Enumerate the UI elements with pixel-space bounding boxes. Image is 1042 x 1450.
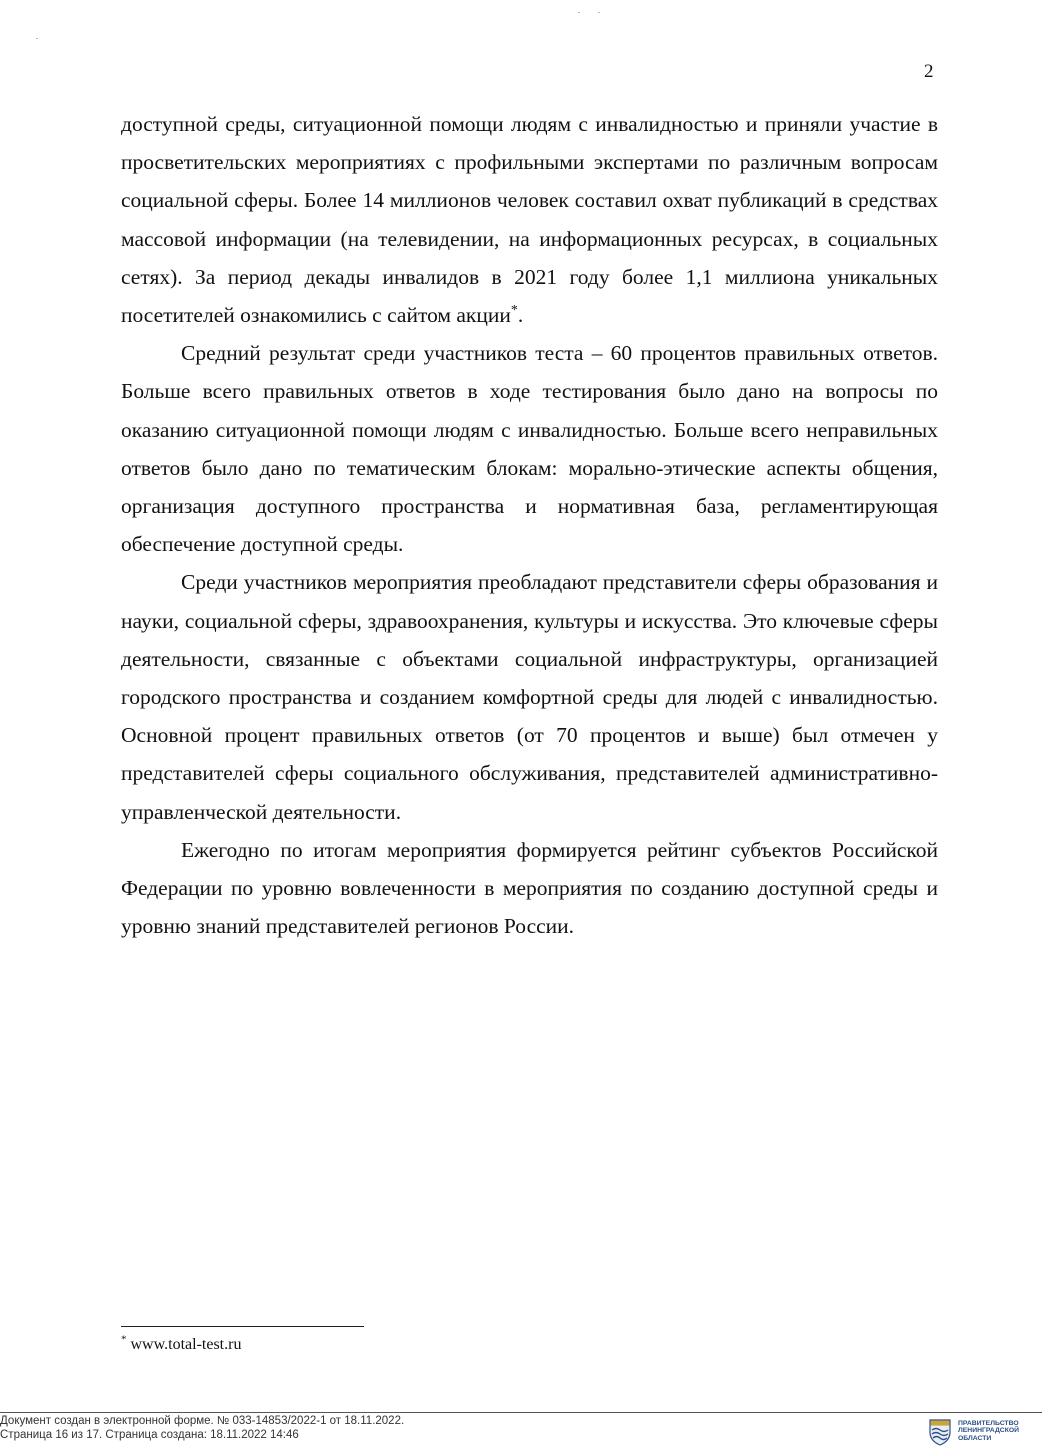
paragraph-1-text: доступной среды, ситуационной помощи людям с инвалидностью и приняли участие в просветительских мероприятиях с профильными экспертами по различным вопросам социальной сферы. Более 14 миллионов человек составил охват публикаций в средствах массовой информации (на телевидении, на информационных ресурсах, в социальных сетях). За период декады инвалидов в 2021 году более 1,1 миллиона уникальных посетителей ознакомились с сайтом акции — [121, 112, 938, 328]
paragraph-4: Ежегодно по итогам мероприятия формируется рейтинг субъектов Российской Федерации по уровню вовлеченности в мероприятия по созданию доступной среды и уровню знаний представителей регионов России. — [121, 837, 938, 939]
stamp-line-document: Документ создан в электронной форме. № 033-14853/2022-1 от 18.11.2022. — [0, 1415, 405, 1427]
footnote-reference-mark: * — [510, 302, 518, 318]
paragraph-2: Средний результат среди участников теста – 60 процентов правильных ответов. Больше всего правильных ответов в ходе тестирования было дано на вопросы по оказанию ситуационной помощи людям с инвалидностью. Больше всего неправильных ответов было дано по тематическим блокам: морально-этические аспекты общения, организация доступного пространства и нормативная база, регламентирующая обеспечение доступной среды. — [121, 341, 938, 557]
scan-artifact — [598, 12, 600, 13]
electronic-document-stamp — [0, 1414, 404, 1442]
footnote-separator — [121, 1326, 364, 1327]
government-name-line-2: ЛЕНИНГРАДСКОЙ — [958, 1427, 1020, 1435]
footnote — [121, 1334, 241, 1356]
stamp-line-page: Страница 16 из 17. Страница создана: 18.11.2022 14:46 — [0, 1429, 299, 1441]
government-name-line-3: ОБЛАСТИ — [958, 1434, 992, 1442]
paragraph-1 — [121, 105, 938, 334]
document-body — [121, 105, 938, 945]
scan-artifact — [578, 12, 580, 13]
government-name — [958, 1420, 1019, 1442]
page-number: 2 — [924, 61, 934, 82]
footnote-mark: * — [121, 1333, 127, 1346]
scan-artifact — [36, 38, 38, 39]
coat-of-arms-icon — [928, 1418, 952, 1446]
stamp-divider — [0, 1412, 1042, 1413]
paragraph-3: Среди участников мероприятия преобладают представители сферы образования и науки, социальной сферы, здравоохранения, культуры и искусства. Это ключевые сферы деятельности, связанные с объектами социальной инфраструктуры, организацией городского пространства и созданием комфортной среды для людей с инвалидностью. Основной процент правильных ответов (от 70 процентов и выше) был отмечен у представителей сферы социального обслуживания, представителей административно-управленческой деятельности. — [121, 570, 938, 824]
paragraph-1-ending: . — [517, 303, 524, 328]
government-name-line-1: ПРАВИТЕЛЬСТВО — [958, 1420, 1019, 1427]
footnote-link: www.total-test.ru — [130, 1336, 242, 1353]
government-logo — [928, 1418, 1038, 1446]
